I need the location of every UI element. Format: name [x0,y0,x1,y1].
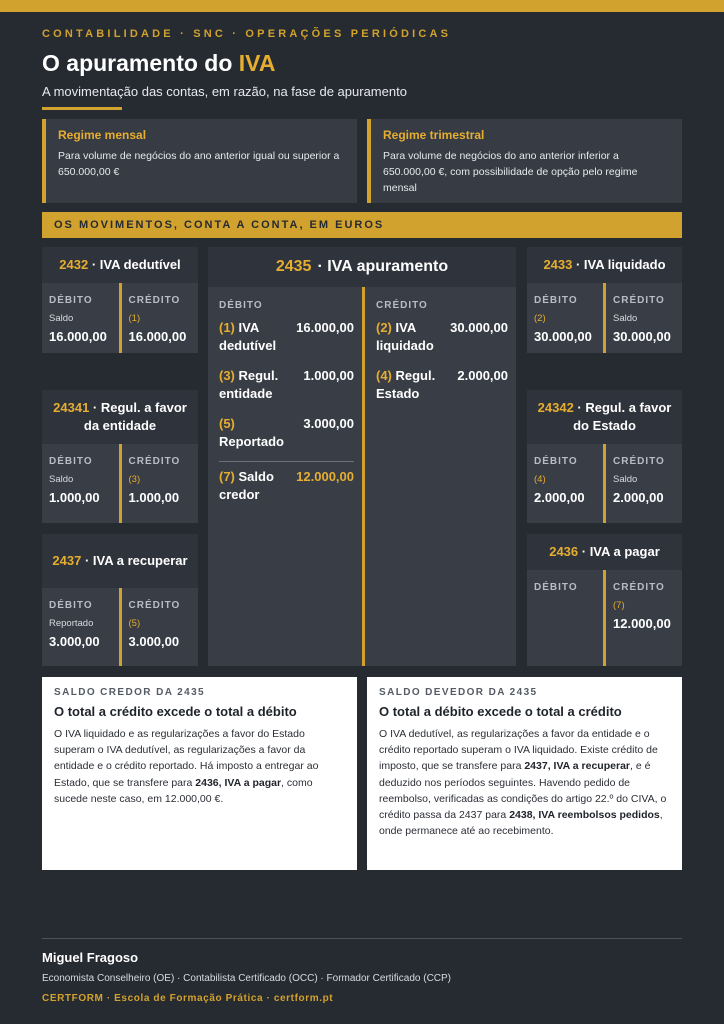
account-2435-body [208,287,516,666]
credit-column [603,444,682,523]
credit-header: CRÉDITO [613,582,665,593]
credit-entry [376,319,508,355]
card-body [54,726,345,807]
entry-label: Regul. Estado [376,368,436,401]
card-body [379,726,670,839]
entry-ref: (7) [219,469,235,484]
card-text: O IVA dedutível, as regularizações a favor da entidade e o crédito reportado superam o IVA liquidado. Existe crédito de imposto, que se transfere para [379,728,658,773]
debit-header: DÉBITO [534,582,578,593]
entry-label: IVA dedutível [219,320,277,353]
credit-header: CRÉDITO [613,456,665,467]
account-2436 [527,534,682,666]
account-2436-header [527,534,682,570]
account-number: 2436 [549,544,579,559]
account-2436-body [527,570,682,666]
school-line: CERTFORM · Escola de Formação Prática · certform.pt [42,993,334,1004]
entry-value: 3.000,00 [303,416,354,431]
debit-column [208,287,362,666]
card-title: O total a crédito excede o total a débito [54,704,297,719]
account-name: · IVA apuramento [317,258,449,275]
account-24342 [527,390,682,523]
account-name: · IVA a pagar [578,544,660,559]
account-name: · Regul. a favor do Estado [573,400,672,433]
account-2437-body [42,588,198,666]
entry-value: 12.000,00 [296,469,354,484]
account-2435-header [208,247,516,287]
regime-mensal-text: Para volume de negócios do ano anterior igual ou superior a 650.000,00 € [58,150,340,178]
debit-label: (2) [534,313,546,324]
entry-label: Regul. entidade [219,368,279,401]
entry-value: 1.000,00 [303,368,354,383]
debit-entry [219,367,354,403]
entry-value: 30.000,00 [450,320,508,335]
account-2432-body [42,283,198,353]
account-name: · IVA a recuperar [81,553,188,568]
account-24341-body [42,444,198,523]
debit-header: DÉBITO [219,300,263,311]
debit-label: (4) [534,474,546,485]
entry-label: Reportado [219,434,284,449]
card-bold: 2436, IVA a pagar [195,776,282,789]
kicker: CONTABILIDADE · SNC · OPERAÇÕES PERIÓDICAS [42,28,452,40]
author-credentials: Economista Conselheiro (OE) · Contabilista Certificado (OCC) · Formador Certificado (CCP) [42,973,452,984]
card-kicker: SALDO CREDOR DA 2435 [54,687,205,698]
debit-column [527,570,603,666]
debit-label: Saldo [49,313,74,324]
credit-value: 12.000,00 [613,616,671,631]
credit-header: CRÉDITO [128,600,181,611]
entry-ref: (4) [376,368,392,383]
card-title: O total a débito excede o total a crédito [379,704,622,719]
account-2433-header [527,247,682,283]
card-bold: 2437, IVA a recuperar [524,760,630,773]
account-2433 [527,247,682,353]
account-2437 [42,534,198,666]
debit-header: DÉBITO [534,456,578,467]
page-title-text: O apuramento do [42,50,239,76]
saldo-credor-card [42,677,357,870]
section-band: OS MOVIMENTOS, CONTA A CONTA, EM EUROS [42,212,682,238]
regime-trimestral-box [367,119,682,203]
account-number: 24342 [537,400,574,415]
account-number: 2433 [543,257,573,272]
account-number: 24341 [53,400,90,415]
debit-column [527,444,603,523]
credit-value: 3.000,00 [128,634,180,649]
account-name: · IVA liquidado [572,257,666,272]
footer-divider [42,938,682,939]
debit-column [42,283,119,353]
account-name: · IVA dedutível [88,257,181,272]
debit-entry [219,415,354,451]
debit-column [42,588,119,666]
credit-header: CRÉDITO [128,295,181,306]
debit-header: DÉBITO [49,600,93,611]
page-subtitle: A movimentação das contas, em razão, na fase de apuramento [42,84,407,99]
account-24341 [42,390,198,523]
credit-column [119,283,199,353]
saldo-devedor-card [367,677,682,870]
credit-value: 16.000,00 [128,329,187,344]
debit-header: DÉBITO [49,295,93,306]
credit-column [119,588,199,666]
account-2433-body [527,283,682,353]
credit-value: 2.000,00 [613,490,664,505]
credit-header: CRÉDITO [613,295,665,306]
credit-header: CRÉDITO [128,456,181,467]
credit-label: (1) [128,313,141,324]
credit-column [603,283,682,353]
credit-column [362,287,516,666]
card-text: , e é deduzido nos períodos seguintes. Havendo pedido de reembolso, verificadas as condições do artigo 22.º do CIVA, o crédito passa da 2437 para [379,760,667,822]
debit-label: Reportado [49,618,94,629]
top-accent-bar [0,0,724,12]
debit-value: 2.000,00 [534,490,585,505]
account-24342-header [527,390,682,444]
debit-header: DÉBITO [49,456,93,467]
credit-column [119,444,199,523]
account-number: 2437 [52,553,82,568]
author-name: Miguel Fragoso [42,950,139,965]
entry-value: 2.000,00 [457,368,508,383]
page-title-accent: IVA [238,50,276,76]
debit-value: 30.000,00 [534,329,592,344]
saldo-entry [219,461,354,504]
card-text: O IVA liquidado e as regularizações a favor do Estado superam o IVA dedutível, as regularizações a favor da entidade e o crédito reportado. Há imposto a entregar ao Estado, que se transfere para [54,728,319,789]
regime-mensal-box [42,119,357,203]
regime-trimestral-text: Para volume de negócios do ano anterior inferior a 650.000,00 €, com possibilidade de opção pelo regime mensal [383,150,638,194]
account-2435-apuramento [208,247,516,666]
credit-label: (7) [613,600,625,611]
credit-label: Saldo [613,474,638,485]
debit-column [42,444,119,523]
debit-value: 3.000,00 [49,634,100,649]
account-name: · Regul. a favor da entidade [83,400,187,433]
card-text: , como sucede neste caso, em 12.000,00 €. [54,776,313,805]
debit-label: Saldo [49,474,74,485]
page-title [42,50,275,77]
account-24341-header [42,390,198,444]
credit-column [603,570,682,666]
entry-ref: (5) [219,416,235,431]
entry-ref: (2) [376,320,392,335]
account-2437-header [42,534,198,588]
credit-entry [376,367,508,403]
entry-value: 16.000,00 [296,320,354,335]
regime-trimestral-title: Regime trimestral [383,128,485,142]
debit-header: DÉBITO [534,295,578,306]
debit-column [527,283,603,353]
credit-label: (5) [128,618,141,629]
card-text: , onde permanece até ao recebimento. [379,809,663,838]
credit-value: 1.000,00 [128,490,180,505]
credit-label: (3) [128,474,141,485]
entry-ref: (3) [219,368,235,383]
account-number: 2435 [275,258,312,275]
card-kicker: SALDO DEVEDOR DA 2435 [379,687,538,698]
subtitle-underline [42,107,122,110]
credit-value: 30.000,00 [613,329,671,344]
account-2432 [42,247,198,353]
entry-ref: (1) [219,320,235,335]
entry-label: IVA liquidado [376,320,434,353]
debit-value: 1.000,00 [49,490,100,505]
credit-header: CRÉDITO [376,300,428,311]
account-24342-body [527,444,682,523]
card-bold: 2438, IVA reembolsos pedidos [509,809,660,822]
regime-mensal-title: Regime mensal [58,128,147,142]
account-2432-header [42,247,198,283]
debit-entry [219,319,354,355]
credit-label: Saldo [613,313,638,324]
entry-label: Saldo credor [219,469,274,502]
debit-value: 16.000,00 [49,329,107,344]
account-number: 2432 [59,257,89,272]
